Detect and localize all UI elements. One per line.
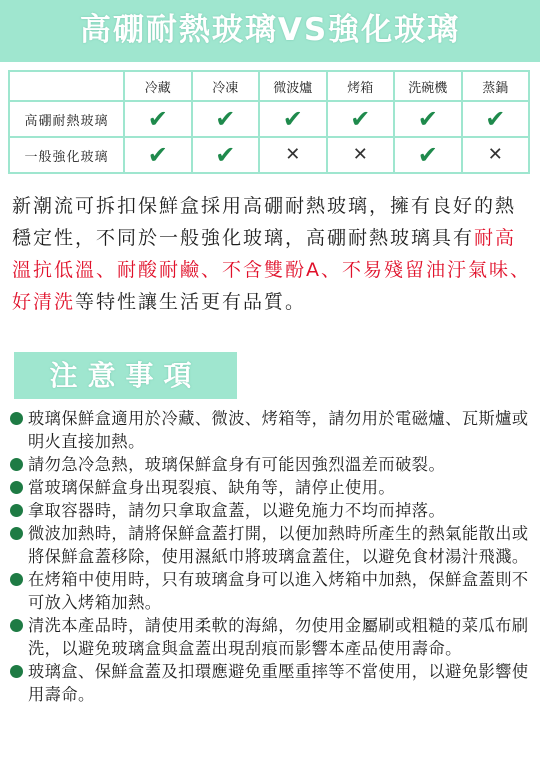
notice-title: 注意事項 [49,359,202,392]
table-cell [124,101,192,137]
table-row [9,137,529,173]
check-icon: ✔ [417,105,438,133]
list-item [10,614,532,660]
table-header-row [9,71,529,101]
comparison-table [8,70,530,174]
column-header: 洗碗機 [394,71,462,101]
list-item-text: 微波加熱時，請將保鮮盒蓋打開，以便加熱時所產生的熱氣能散出或將保鮮盒蓋移除，使用濕紙巾將玻璃盒蓋住，以避免食材湯汁飛濺。 [28,524,529,566]
check-icon: ✔ [282,105,303,133]
list-item [10,660,532,706]
table-cell [462,101,530,137]
intro-paragraph [12,190,532,318]
column-header: 冷藏 [124,71,192,101]
table-row [9,101,529,137]
bullet-dot-icon [10,665,23,678]
list-item [10,453,532,476]
intro-highlight: 耐高溫抗低溫、耐酸耐鹼、不含雙酚A、不易殘留油汙氣味、好清洗 [12,227,531,313]
check-icon: ✔ [215,105,236,133]
bullet-dot-icon [10,504,23,517]
cross-icon: ✕ [487,144,503,165]
notice-list [10,407,532,706]
column-header: 微波爐 [259,71,327,101]
table-cell [462,137,530,173]
check-icon: ✔ [215,141,236,169]
row-label: 高硼耐熱玻璃 [9,101,124,137]
intro-text: 新潮流可拆扣保鮮盒採用高硼耐熱玻璃，擁有良好的熱穩定性，不同於一般強化玻璃，高硼耐熱玻璃具有 [12,195,517,249]
bullet-dot-icon [10,619,23,632]
list-item-text: 拿取容器時，請勿只拿取盒蓋，以避免施力不均而掉落。 [28,501,446,520]
check-icon: ✔ [147,105,168,133]
table-cell [192,137,260,173]
table-cell [259,101,327,137]
list-item-text: 請勿急冷急熱，玻璃保鮮盒身有可能因強烈溫差而破裂。 [28,455,446,474]
bullet-dot-icon [10,527,23,540]
comparison-table-container [8,70,530,174]
cross-icon: ✕ [352,144,368,165]
notice-banner [14,352,237,399]
table-cell [124,137,192,173]
column-header: 烤箱 [327,71,395,101]
list-item-text: 玻璃保鮮盒適用於冷藏、微波、烤箱等，請勿用於電磁爐、瓦斯爐或明火直接加熱。 [28,409,529,451]
cross-icon: ✕ [285,144,301,165]
check-icon: ✔ [350,105,371,133]
list-item-text: 當玻璃保鮮盒身出現裂痕、缺角等，請停止使用。 [28,478,396,497]
list-item [10,568,532,614]
row-label: 一般強化玻璃 [9,137,124,173]
list-item [10,407,532,453]
table-cell [327,137,395,173]
intro-text-end: 等特性讓生活更有品質。 [75,291,307,313]
table-cell [192,101,260,137]
list-item [10,499,532,522]
column-header: 冷凍 [192,71,260,101]
list-item-text: 清洗本產品時，請使用柔軟的海綿，勿使用金屬刷或粗糙的菜瓜布刷洗，以避免玻璃盒與盒蓋出現刮痕而影響本產品使用壽命。 [28,616,529,658]
list-item [10,476,532,499]
list-item-text: 在烤箱中使用時，只有玻璃盒身可以進入烤箱中加熱，保鮮盒蓋則不可放入烤箱加熱。 [28,570,529,612]
check-icon: ✔ [147,141,168,169]
table-cell [394,101,462,137]
page-title: 高硼耐熱玻璃VS強化玻璃 [79,12,461,48]
table-cell [327,101,395,137]
table-cell [394,137,462,173]
list-item-text: 玻璃盒、保鮮盒蓋及扣環應避免重壓重摔等不當使用，以避免影響使用壽命。 [28,662,529,704]
table-cell [259,137,327,173]
bullet-dot-icon [10,573,23,586]
list-item [10,522,532,568]
header-banner [0,0,540,62]
column-header: 蒸鍋 [462,71,530,101]
bullet-dot-icon [10,481,23,494]
check-icon: ✔ [485,105,506,133]
table-corner-cell [9,71,124,101]
bullet-dot-icon [10,412,23,425]
check-icon: ✔ [417,141,438,169]
bullet-dot-icon [10,458,23,471]
